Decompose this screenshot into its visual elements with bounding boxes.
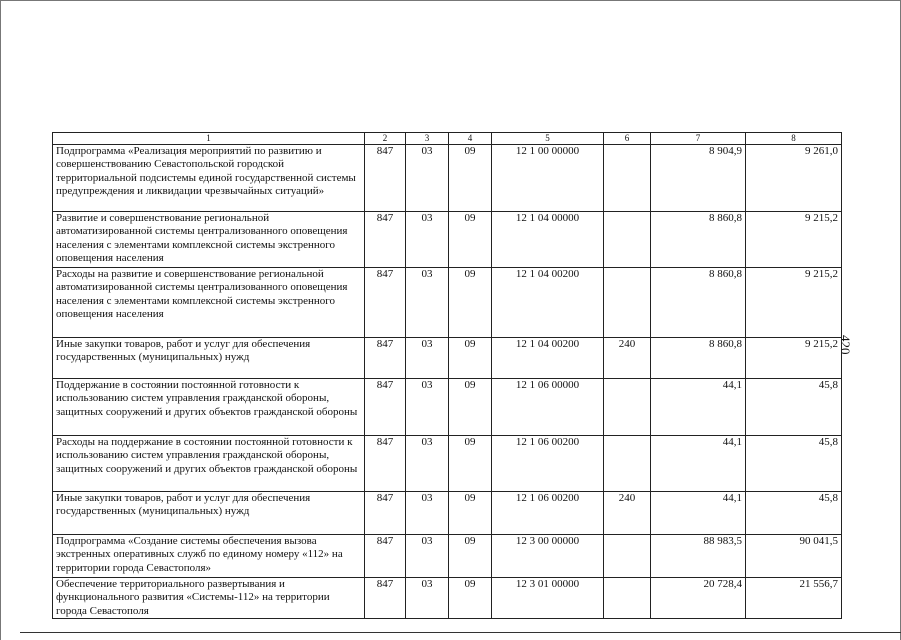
cell-section: 03 [406,578,449,619]
cell-ministry: 847 [365,145,406,212]
column-header: 7 [651,133,746,145]
row-name-cell: Подпрограмма «Реализация мероприятий по развитию и совершенствованию Севастопольской городской территориальной подсистемы единой государственной системы предупреждения и ликвидации чрезвычайных ситуаций» [53,145,365,212]
row-name-cell: Подпрограмма «Создание системы обеспечения вызова экстренных оперативных служб по единому номеру «112» на территории города Севастополя» [53,535,365,578]
cell-subsection: 09 [449,379,492,436]
table-row [53,268,842,338]
cell-target-article: 12 3 00 00000 [492,535,604,578]
cell-amount-1: 44,1 [651,379,746,436]
cell-target-article: 12 1 06 00200 [492,492,604,535]
cell-target-article: 12 1 06 00000 [492,379,604,436]
cell-target-article: 12 3 01 00000 [492,578,604,619]
cell-section: 03 [406,535,449,578]
row-name-cell: Иные закупки товаров, работ и услуг для обеспечения государственных (муниципальных) нужд [53,492,365,535]
page-frame-bottom [20,632,901,633]
cell-amount-2: 45,8 [746,379,842,436]
cell-subsection: 09 [449,535,492,578]
cell-subsection: 09 [449,268,492,338]
cell-ministry: 847 [365,338,406,379]
cell-target-article: 12 1 00 00000 [492,145,604,212]
cell-target-article: 12 1 04 00200 [492,268,604,338]
cell-amount-2: 9 215,2 [746,268,842,338]
cell-amount-2: 45,8 [746,436,842,492]
cell-subsection: 09 [449,436,492,492]
cell-section: 03 [406,379,449,436]
cell-section: 03 [406,492,449,535]
column-header: 6 [604,133,651,145]
column-header: 3 [406,133,449,145]
table-row [53,578,842,619]
table-header-row [53,133,842,145]
cell-expense-type: 240 [604,492,651,535]
column-header: 8 [746,133,842,145]
cell-amount-1: 44,1 [651,436,746,492]
cell-section: 03 [406,268,449,338]
cell-amount-2: 90 041,5 [746,535,842,578]
cell-expense-type: 240 [604,338,651,379]
column-header: 2 [365,133,406,145]
cell-amount-1: 20 728,4 [651,578,746,619]
cell-ministry: 847 [365,379,406,436]
cell-subsection: 09 [449,492,492,535]
cell-subsection: 09 [449,212,492,268]
cell-section: 03 [406,145,449,212]
table-row [53,145,842,212]
cell-ministry: 847 [365,578,406,619]
table-row [53,212,842,268]
cell-amount-2: 9 215,2 [746,212,842,268]
column-header: 1 [53,133,365,145]
cell-ministry: 847 [365,535,406,578]
table-row [53,338,842,379]
cell-amount-1: 8 860,8 [651,212,746,268]
cell-expense-type [604,268,651,338]
page-frame-left [0,0,1,640]
cell-ministry: 847 [365,492,406,535]
cell-ministry: 847 [365,268,406,338]
row-name-cell: Иные закупки товаров, работ и услуг для обеспечения государственных (муниципальных) нужд [53,338,365,379]
cell-ministry: 847 [365,212,406,268]
cell-subsection: 09 [449,578,492,619]
cell-expense-type [604,436,651,492]
cell-target-article: 12 1 04 00200 [492,338,604,379]
cell-section: 03 [406,212,449,268]
row-name-cell: Расходы на поддержание в состоянии постоянной готовности к использованию систем управления гражданской обороны, защитных сооружений и других объектов гражданской обороны [53,436,365,492]
cell-ministry: 847 [365,436,406,492]
cell-amount-1: 8 860,8 [651,268,746,338]
page-number: 420 [838,335,853,355]
cell-subsection: 09 [449,145,492,212]
cell-expense-type [604,535,651,578]
cell-amount-2: 9 215,2 [746,338,842,379]
cell-subsection: 09 [449,338,492,379]
table-row [53,492,842,535]
table-row [53,379,842,436]
cell-expense-type [604,578,651,619]
cell-amount-1: 8 860,8 [651,338,746,379]
cell-target-article: 12 1 04 00000 [492,212,604,268]
cell-expense-type [604,212,651,268]
cell-target-article: 12 1 06 00200 [492,436,604,492]
cell-amount-2: 9 261,0 [746,145,842,212]
cell-amount-1: 88 983,5 [651,535,746,578]
table-row [53,436,842,492]
cell-expense-type [604,379,651,436]
column-header: 4 [449,133,492,145]
cell-section: 03 [406,338,449,379]
row-name-cell: Развитие и совершенствование региональной автоматизированной системы централизованного оповещения населения с элементами комплексной системы экстренного оповещения населения [53,212,365,268]
cell-section: 03 [406,436,449,492]
cell-amount-2: 21 556,7 [746,578,842,619]
page-frame-top [0,0,901,1]
cell-amount-1: 8 904,9 [651,145,746,212]
cell-amount-1: 44,1 [651,492,746,535]
row-name-cell: Расходы на развитие и совершенствование региональной автоматизированной системы централизованного оповещения населения с элементами комплексной системы экстренного оповещения населения [53,268,365,338]
table-row [53,535,842,578]
column-header: 5 [492,133,604,145]
cell-expense-type [604,145,651,212]
row-name-cell: Обеспечение территориального развертывания и функционального развития «Системы-112» на территории города Севастополя [53,578,365,619]
cell-amount-2: 45,8 [746,492,842,535]
budget-table [52,132,842,619]
row-name-cell: Поддержание в состоянии постоянной готовности к использованию систем управления гражданской обороны, защитных сооружений и других объектов гражданской обороны [53,379,365,436]
